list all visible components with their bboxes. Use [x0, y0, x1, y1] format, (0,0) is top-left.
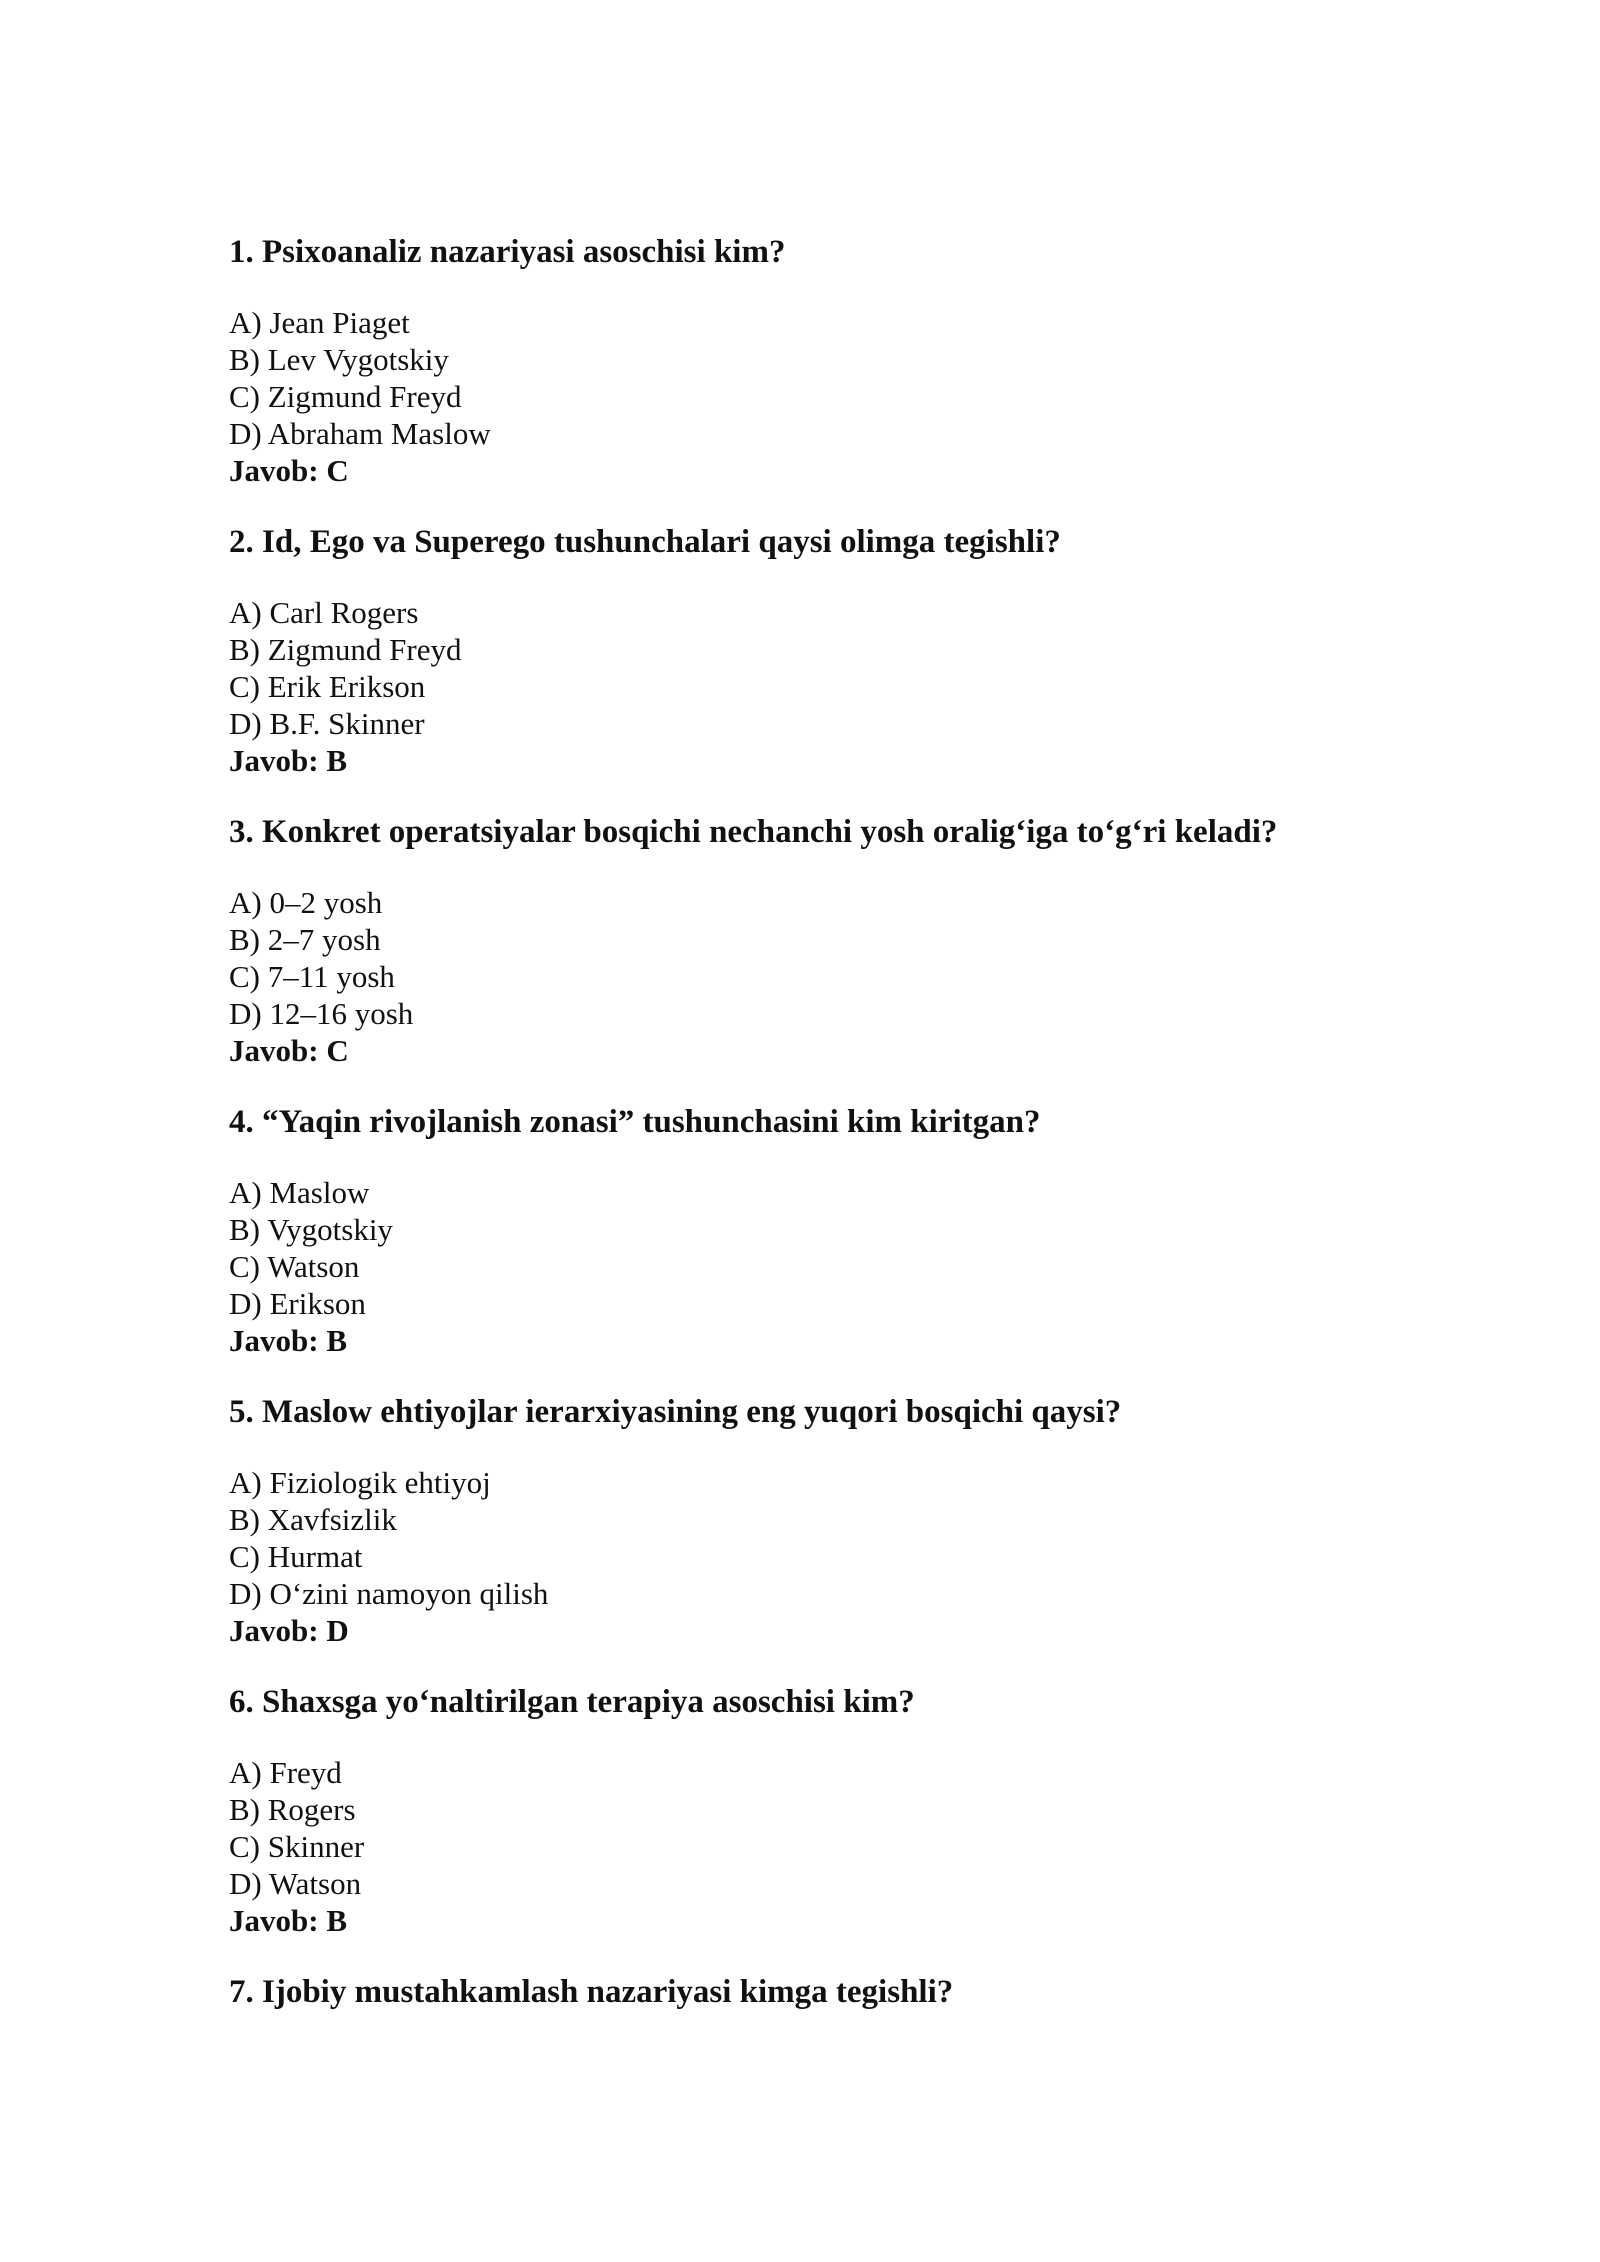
- question-title: 1. Psixoanaliz nazariyasi asoschisi kim?: [229, 234, 786, 270]
- option-d: D) Erikson: [229, 1286, 366, 1321]
- option-b: B) Vygotskiy: [229, 1212, 393, 1247]
- question-title: 6. Shaxsga yo‘naltirilgan terapiya asoschisi kim?: [229, 1684, 915, 1720]
- option-d: D) Abraham Maslow: [229, 416, 491, 451]
- quiz-content: [229, 230, 1529, 2045]
- option-a: A) Jean Piaget: [229, 305, 410, 340]
- option-c: C) Skinner: [229, 1829, 365, 1864]
- option-c: C) 7–11 yosh: [229, 959, 395, 994]
- option-c: C) Watson: [229, 1249, 360, 1284]
- question-block-6: [229, 1680, 1529, 1939]
- answer-line: Javob: C: [229, 1033, 349, 1068]
- option-a: A) Fiziologik ehtiyoj: [229, 1465, 491, 1500]
- question-block-5: [229, 1390, 1529, 1649]
- option-a: A) Freyd: [229, 1755, 342, 1790]
- answer-line: Javob: B: [229, 1323, 347, 1358]
- option-c: C) Zigmund Freyd: [229, 379, 462, 414]
- option-b: B) Xavfsizlik: [229, 1502, 397, 1537]
- answer-line: Javob: B: [229, 743, 347, 778]
- question-block-3: [229, 810, 1529, 1069]
- option-c: C) Hurmat: [229, 1539, 363, 1574]
- question-block-7: [229, 1970, 1529, 2014]
- question-title: 7. Ijobiy mustahkamlash nazariyasi kimga tegishli?: [229, 1974, 954, 2010]
- option-b: B) Zigmund Freyd: [229, 632, 462, 667]
- question-block-2: [229, 520, 1529, 779]
- option-d: D) B.F. Skinner: [229, 706, 425, 741]
- option-b: B) 2–7 yosh: [229, 922, 381, 957]
- option-b: B) Lev Vygotskiy: [229, 342, 449, 377]
- question-title: 2. Id, Ego va Superego tushunchalari qaysi olimga tegishli?: [229, 524, 1061, 560]
- question-title: 5. Maslow ehtiyojlar ierarxiyasining eng yuqori bosqichi qaysi?: [229, 1394, 1122, 1430]
- option-a: A) 0–2 yosh: [229, 885, 383, 920]
- option-b: B) Rogers: [229, 1792, 356, 1827]
- question-block-1: [229, 230, 1529, 489]
- option-d: D) O‘zini namoyon qilish: [229, 1576, 549, 1611]
- answer-line: Javob: B: [229, 1903, 347, 1938]
- answer-line: Javob: D: [229, 1613, 349, 1648]
- option-a: A) Maslow: [229, 1175, 370, 1210]
- question-title: 3. Konkret operatsiyalar bosqichi nechanchi yosh oralig‘iga to‘g‘ri keladi?: [229, 814, 1278, 850]
- option-c: C) Erik Erikson: [229, 669, 426, 704]
- option-a: A) Carl Rogers: [229, 595, 419, 630]
- option-d: D) Watson: [229, 1866, 362, 1901]
- question-title: 4. “Yaqin rivojlanish zonasi” tushunchasini kim kiritgan?: [229, 1104, 1041, 1140]
- option-d: D) 12–16 yosh: [229, 996, 414, 1031]
- answer-line: Javob: C: [229, 453, 349, 488]
- question-block-4: [229, 1100, 1529, 1359]
